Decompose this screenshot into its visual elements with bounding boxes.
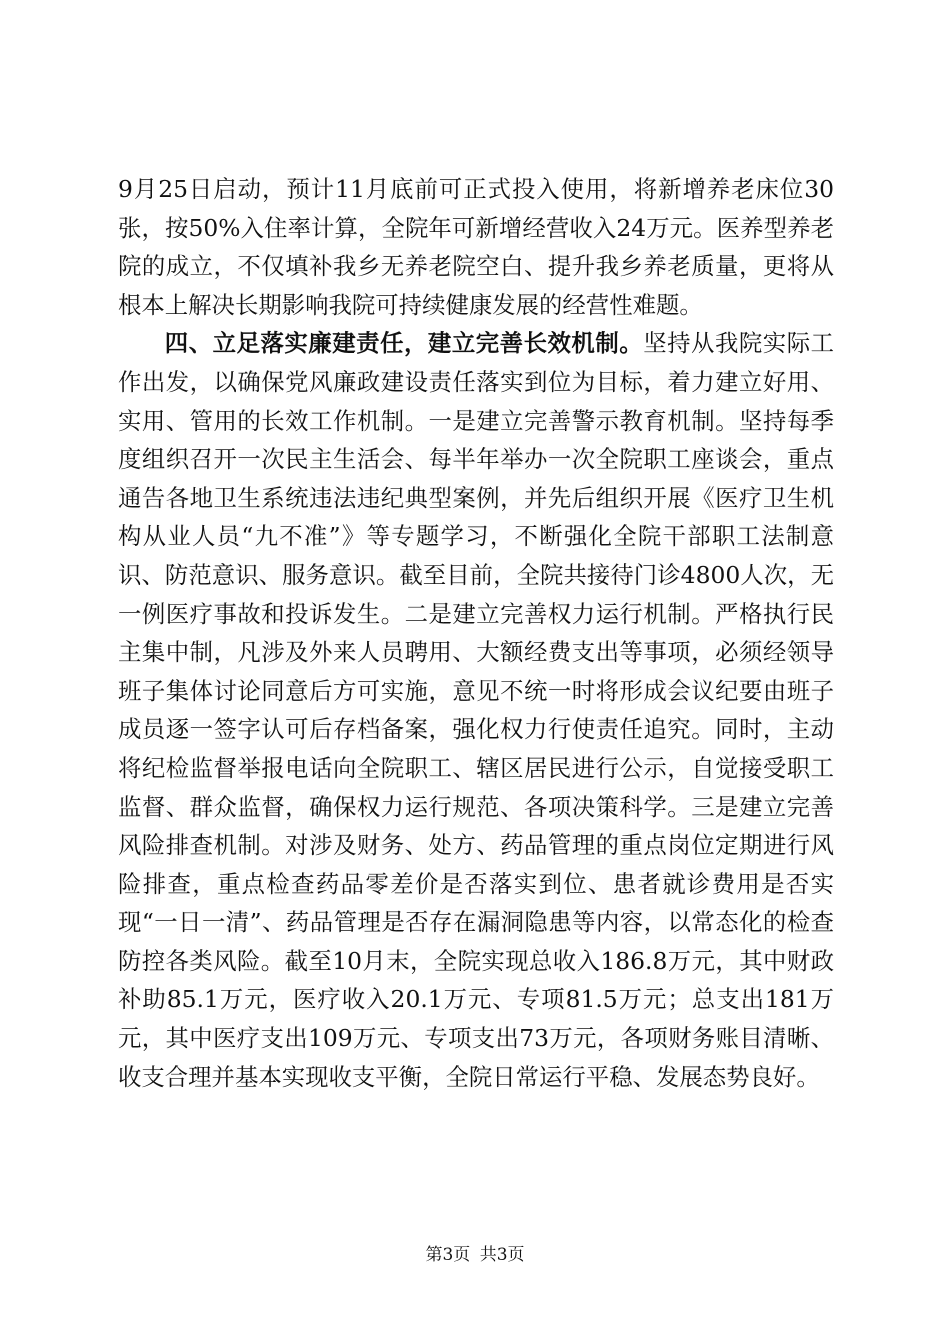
page-number: 第3页	[425, 1245, 471, 1265]
section-body: 坚持从我院实际工作出发，以确保党风廉政建设责任落实到位为目标，着力建立好用、实用、管用的长效工作机制。一是建立完善警示教育机制。坚持每季度组织召开一次民主生活会、每半年举办一次全院职工座谈会，重点通告各地卫生系统违法违纪典型案例，并先后组织开展《医疗卫生机构从业人员“九不准”》等专题学习，不断强化全院干部职工法制意识、防范意识、服务意识。截至目前，全院共接待门诊4800人次，无一例医疗事故和投诉发生。二是建立完善权力运行机制。严格执行民主集中制，凡涉及外来人员聘用、大额经费支出等事项，必须经领导班子集体讨论同意后方可实施，意见不统一时将形成会议纪要由班子成员逐一签字认可后存档备案，强化权力行使责任追究。同时，主动将纪检监督举报电话向全院职工、辖区居民进行公示，自觉接受职工监督、群众监督，确保权力运行规范、各项决策科学。三是建立完善风险排查机制。对涉及财务、处方、药品管理的重点岗位定期进行风险排查，重点检查药品零差价是否落实到位、患者就诊费用是否实现“一日一清”、药品管理是否存在漏洞隐患等内容，以常态化的检查防控各类风险。截至10月末，全院实现总收入186.8万元，其中财政补助85.1万元，医疗收入20.1万元、专项81.5万元；总支出181万元，其中医疗支出109万元、专项支出73万元，各项财务账目清晰、收支合理并基本实现收支平衡，全院日常运行平稳、发展态势良好。	[118, 329, 835, 1091]
paragraph-section-four	[118, 324, 834, 1096]
page-total: 共3页	[479, 1245, 525, 1265]
paragraph-continuation: 9月25日启动，预计11月底前可正式投入使用，将新增养老床位30张，按50%入住率计算，全院年可新增经营收入24万元。医养型养老院的成立，不仅填补我乡无养老院空白、提升我乡养老质量，更将从根本上解决长期影响我院可持续健康发展的经营性难题。	[118, 175, 834, 319]
section-heading: 四、立足落实廉建责任，建立完善长效机制。	[164, 329, 644, 358]
document-body	[118, 170, 834, 1096]
page-footer	[0, 1244, 950, 1266]
